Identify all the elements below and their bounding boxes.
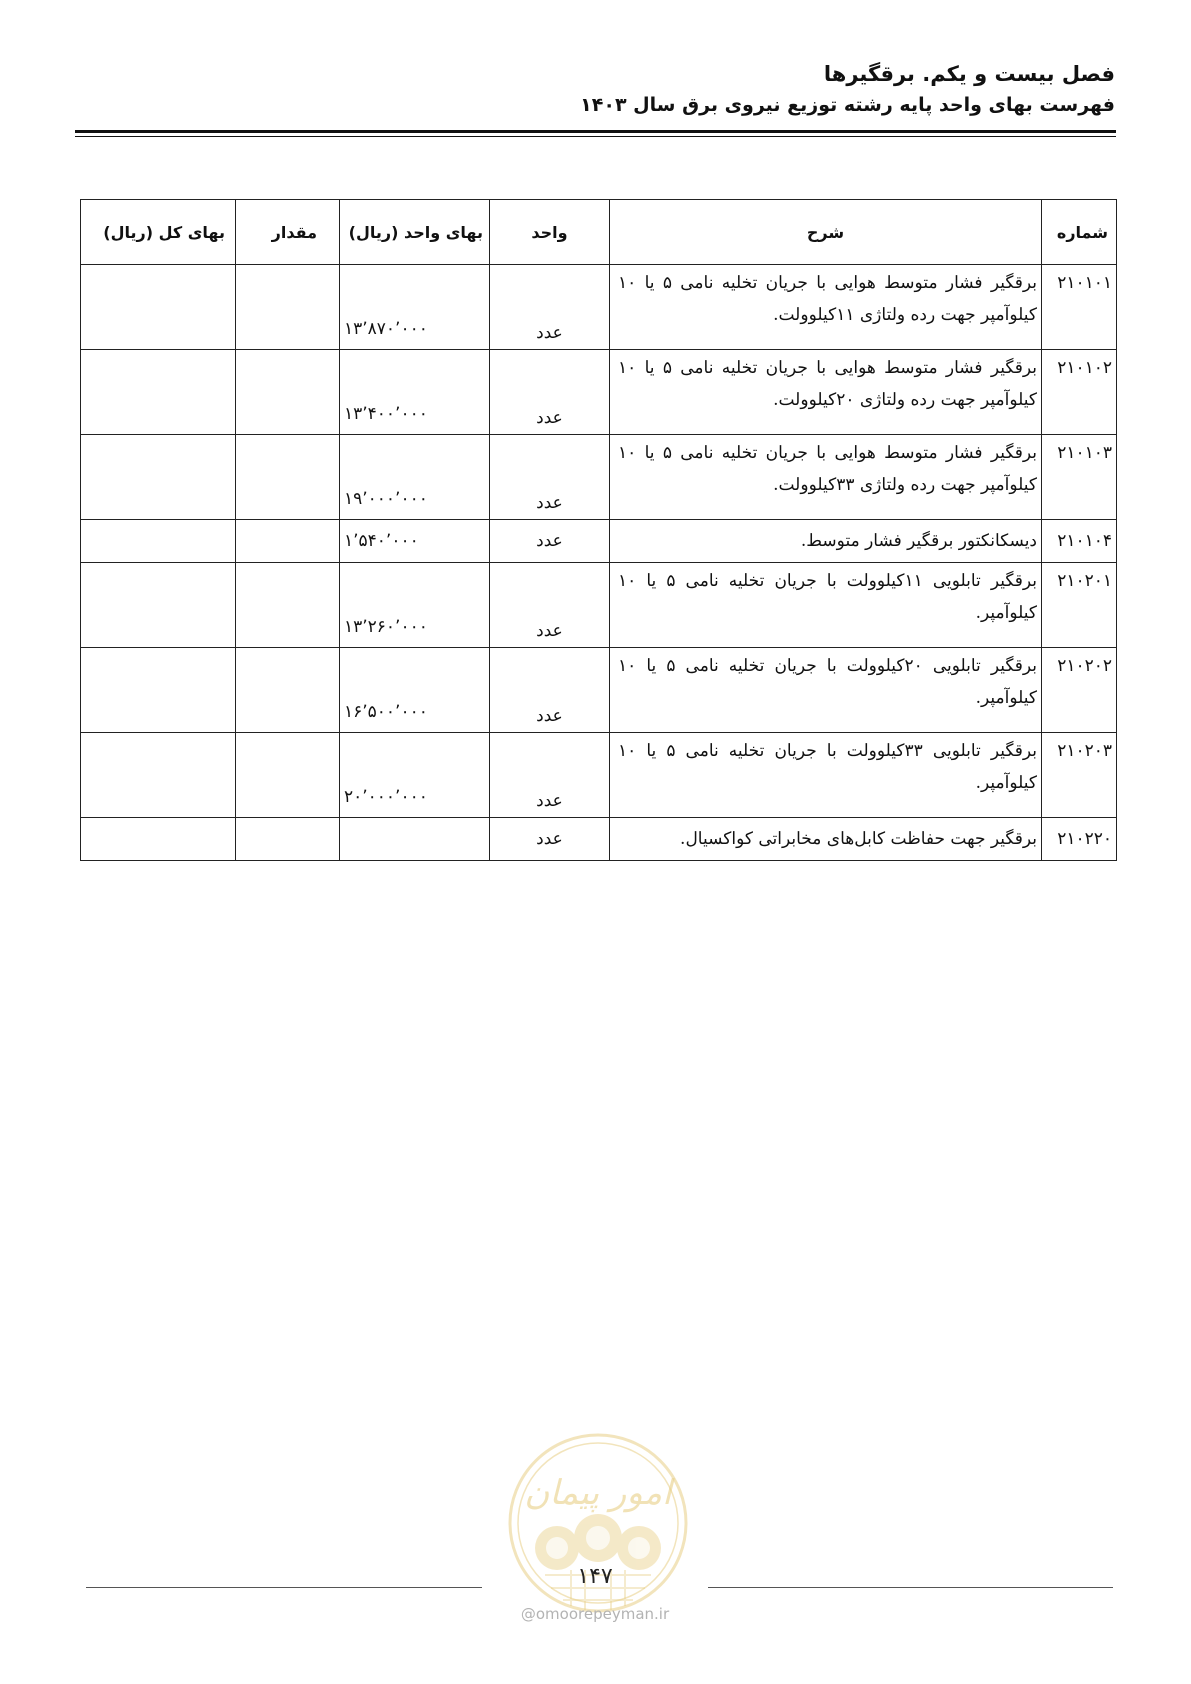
item-unit: عدد <box>490 733 610 818</box>
item-code: ۲۱۰۲۰۲ <box>1042 648 1117 733</box>
item-unit: عدد <box>490 435 610 520</box>
column-header-description: شرح <box>610 200 1042 265</box>
item-code: ۲۱۰۱۰۴ <box>1042 520 1117 563</box>
item-quantity <box>236 818 340 861</box>
item-unit-price: ۱۶٬۵۰۰٬۰۰۰ <box>340 648 490 733</box>
table-row <box>81 563 1117 648</box>
item-description: برقگیر فشار متوسط هوایی با جریان تخلیه نامی ۵ یا ۱۰ کیلوآمپر جهت رده ولتاژی ۲۰کیلوولت. <box>610 350 1042 435</box>
column-header-quantity: مقدار <box>236 200 340 265</box>
item-description: برقگیر فشار متوسط هوایی با جریان تخلیه نامی ۵ یا ۱۰ کیلوآمپر جهت رده ولتاژی ۳۳کیلوولت. <box>610 435 1042 520</box>
item-description: برقگیر تابلویی ۲۰کیلوولت با جریان تخلیه نامی ۵ یا ۱۰ کیلوآمپر. <box>610 648 1042 733</box>
table-row <box>81 350 1117 435</box>
page-header <box>75 58 1115 120</box>
item-description: برقگیر جهت حفاظت کابل‌های مخابراتی کواکسیال. <box>610 818 1042 861</box>
item-description: دیسکانکتور برقگیر فشار متوسط. <box>610 520 1042 563</box>
chapter-title: فصل بیست و یکم. برقگیرها <box>823 62 1115 86</box>
item-total-price <box>81 265 236 350</box>
item-code: ۲۱۰۱۰۱ <box>1042 265 1117 350</box>
table-row <box>81 435 1117 520</box>
item-total-price <box>81 563 236 648</box>
column-header-unit: واحد <box>490 200 610 265</box>
item-unit-price: ۲۰٬۰۰۰٬۰۰۰ <box>340 733 490 818</box>
item-unit-price: ۱۳٬۸۷۰٬۰۰۰ <box>340 265 490 350</box>
item-unit-price: ۱٬۵۴۰٬۰۰۰ <box>340 520 490 563</box>
item-description: برقگیر تابلویی ۳۳کیلوولت با جریان تخلیه نامی ۵ یا ۱۰ کیلوآمپر. <box>610 733 1042 818</box>
item-unit: عدد <box>490 818 610 861</box>
footer-divider-left <box>86 1587 482 1588</box>
item-quantity <box>236 648 340 733</box>
watermark-text: امور پیمان <box>524 1473 672 1513</box>
item-unit: عدد <box>490 520 610 563</box>
item-code: ۲۱۰۱۰۲ <box>1042 350 1117 435</box>
item-unit: عدد <box>490 265 610 350</box>
header-divider-thin <box>75 136 1116 137</box>
footer-divider-right <box>708 1587 1113 1588</box>
item-unit: عدد <box>490 563 610 648</box>
item-unit-price <box>340 818 490 861</box>
item-quantity <box>236 520 340 563</box>
item-total-price <box>81 520 236 563</box>
table-row <box>81 648 1117 733</box>
item-total-price <box>81 350 236 435</box>
item-quantity <box>236 435 340 520</box>
item-unit-price: ۱۳٬۲۶۰٬۰۰۰ <box>340 563 490 648</box>
table-row <box>81 818 1117 861</box>
item-unit-price: ۱۳٬۴۰۰٬۰۰۰ <box>340 350 490 435</box>
item-total-price <box>81 733 236 818</box>
item-quantity <box>236 563 340 648</box>
price-table <box>80 199 1117 861</box>
item-description: برقگیر فشار متوسط هوایی با جریان تخلیه نامی ۵ یا ۱۰ کیلوآمپر جهت رده ولتاژی ۱۱کیلوولت. <box>610 265 1042 350</box>
item-unit: عدد <box>490 648 610 733</box>
item-code: ۲۱۰۲۰۳ <box>1042 733 1117 818</box>
header-divider-thick <box>75 130 1116 133</box>
site-handle: @omoorepeyman.ir <box>520 1605 670 1623</box>
item-total-price <box>81 435 236 520</box>
table-row <box>81 733 1117 818</box>
item-code: ۲۱۰۲۰۱ <box>1042 563 1117 648</box>
item-quantity <box>236 350 340 435</box>
table-row <box>81 520 1117 563</box>
item-total-price <box>81 648 236 733</box>
item-description: برقگیر تابلویی ۱۱کیلوولت با جریان تخلیه نامی ۵ یا ۱۰ کیلوآمپر. <box>610 563 1042 648</box>
item-unit: عدد <box>490 350 610 435</box>
column-header-code: شماره <box>1042 200 1117 265</box>
page-number: ۱۴۷ <box>577 1564 613 1589</box>
item-quantity <box>236 265 340 350</box>
column-header-total-price: بهای کل (ریال) <box>81 200 236 265</box>
table-header-row <box>81 200 1117 265</box>
item-code: ۲۱۰۲۲۰ <box>1042 818 1117 861</box>
item-quantity <box>236 733 340 818</box>
column-header-unit-price: بهای واحد (ریال) <box>340 200 490 265</box>
table-row <box>81 265 1117 350</box>
document-title: فهرست بهای واحد پایه رشته توزیع نیروی برق سال ۱۴۰۳ <box>580 94 1115 116</box>
item-code: ۲۱۰۱۰۳ <box>1042 435 1117 520</box>
item-total-price <box>81 818 236 861</box>
item-unit-price: ۱۹٬۰۰۰٬۰۰۰ <box>340 435 490 520</box>
